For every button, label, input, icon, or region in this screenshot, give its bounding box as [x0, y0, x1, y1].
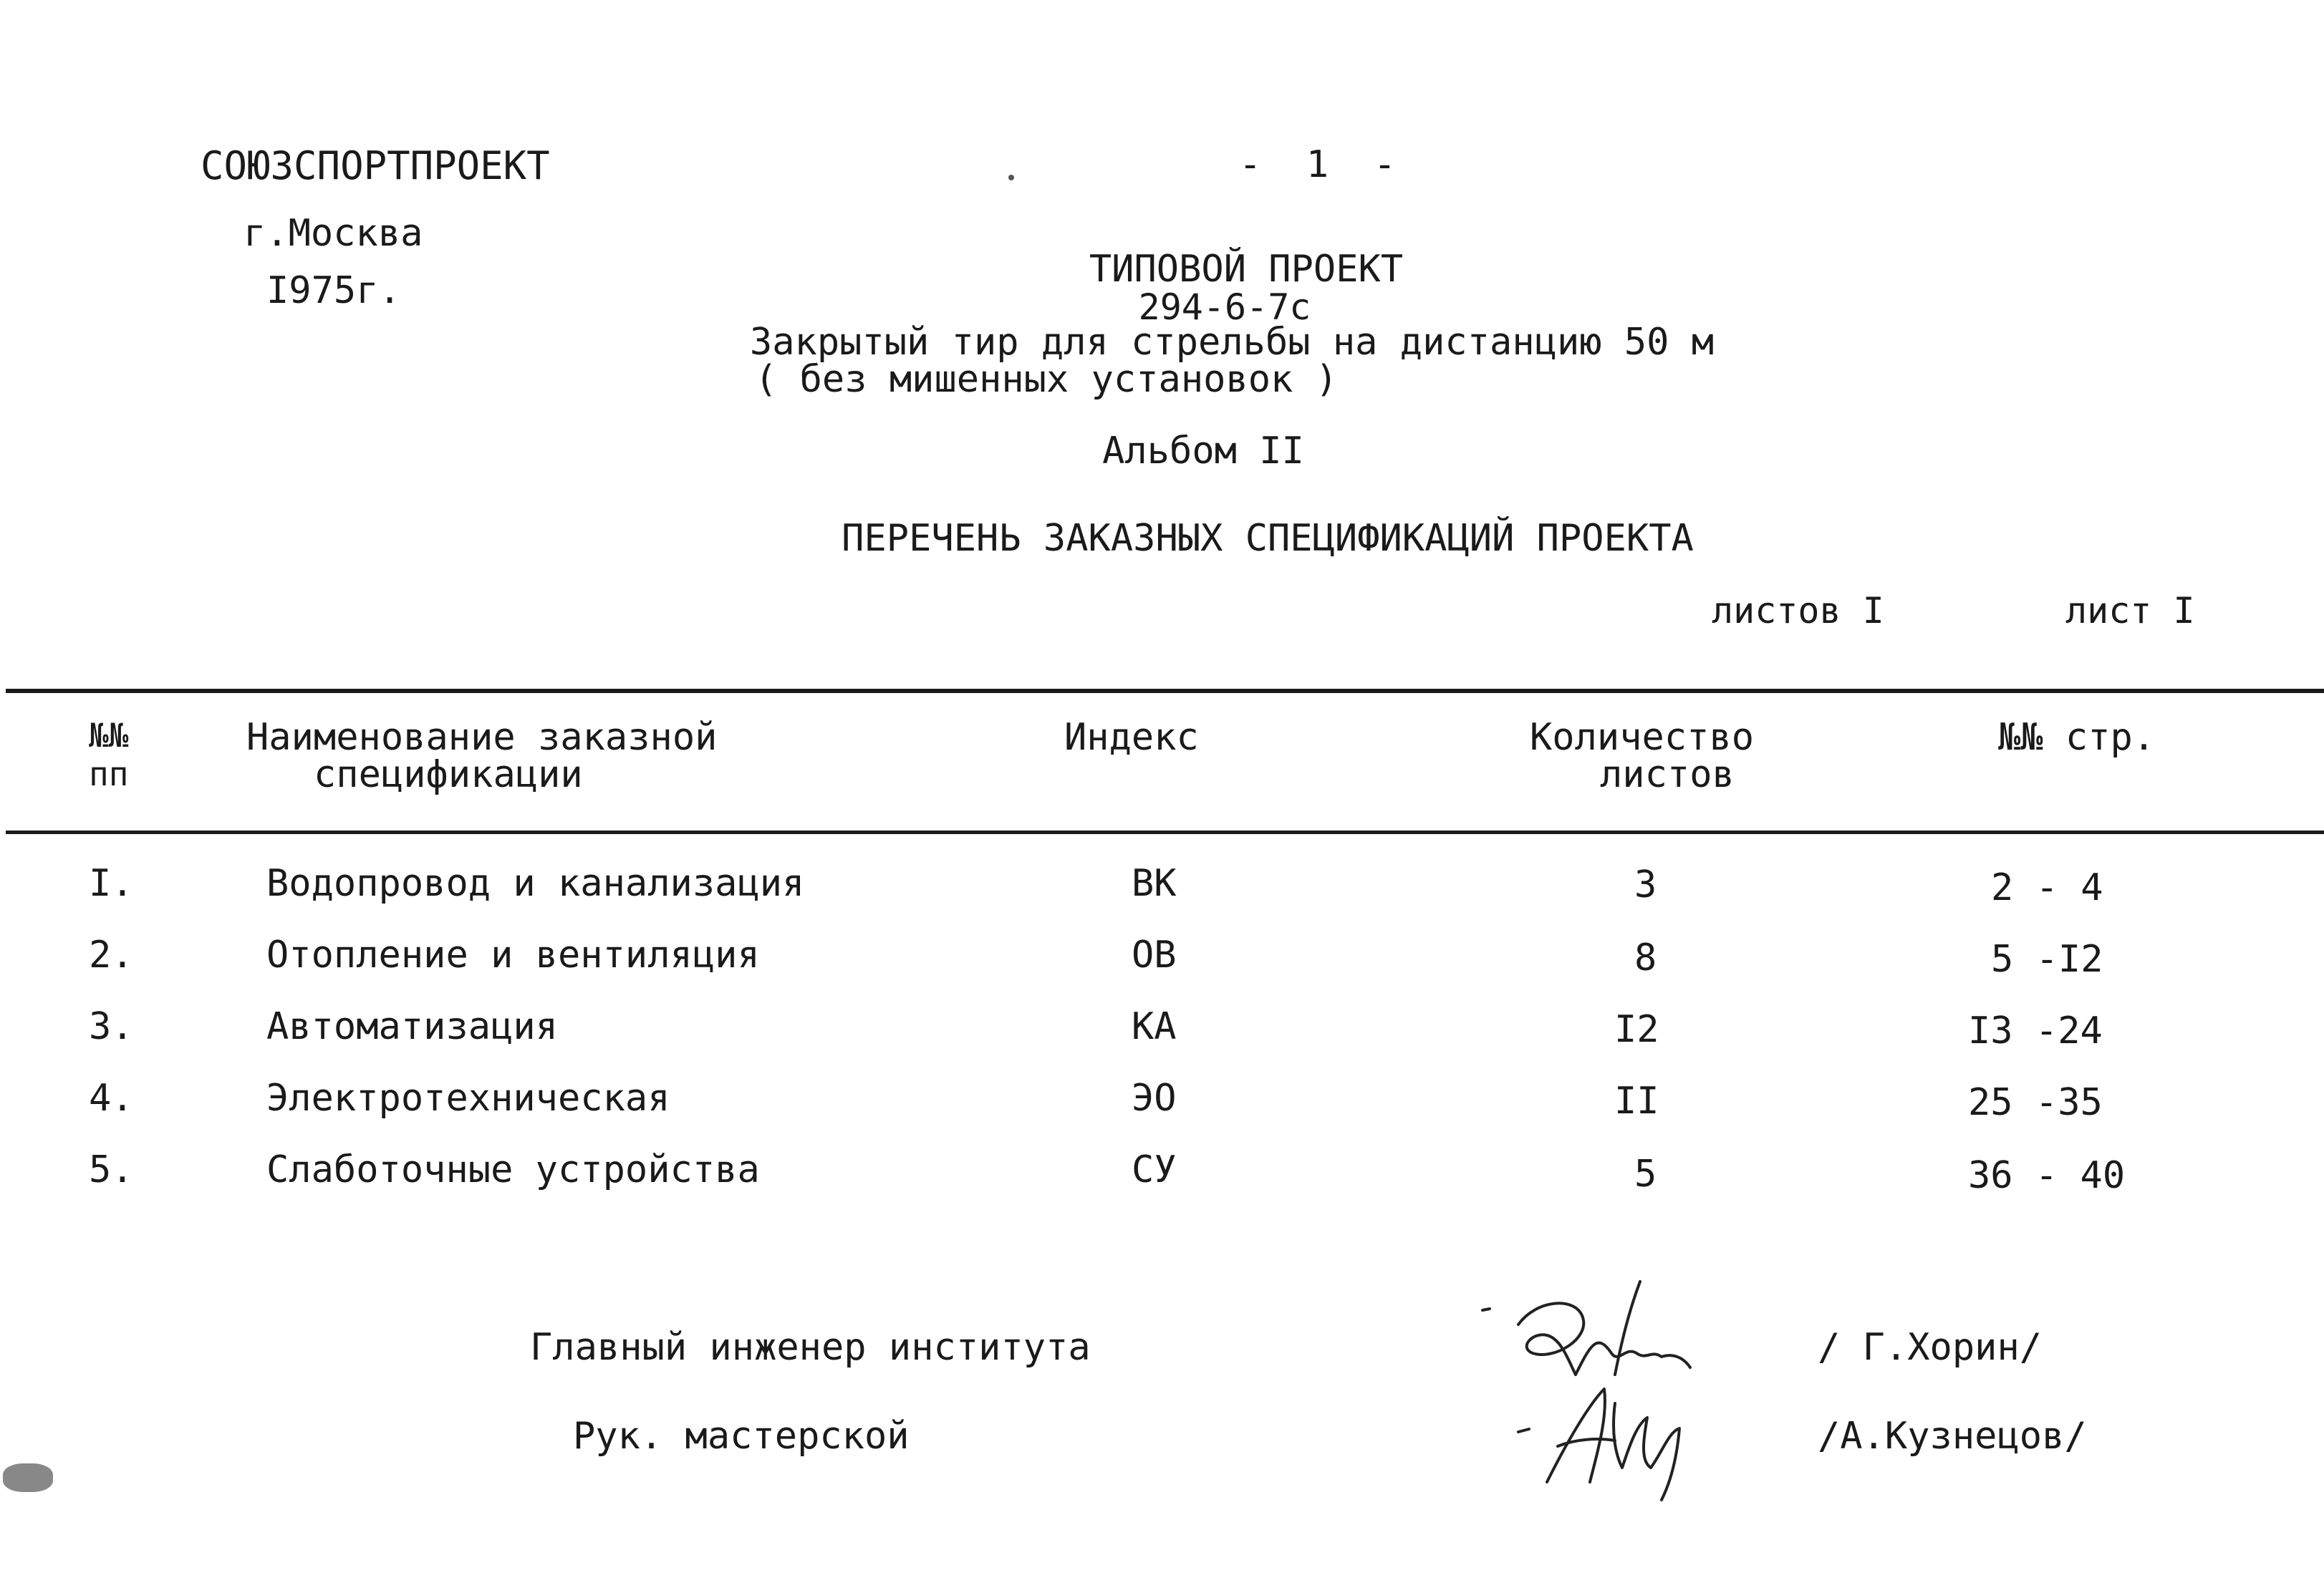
- workshop-head-signature: [1490, 1360, 1719, 1504]
- row-count: II: [1614, 1080, 1659, 1123]
- row-index: СУ: [1132, 1148, 1177, 1191]
- row-index: ОВ: [1132, 934, 1177, 977]
- header-count-line1: Количество: [1530, 716, 1755, 759]
- row-count: 5: [1634, 1153, 1657, 1196]
- sheet-current: лист I: [2065, 590, 2195, 631]
- album-label: Альбом II: [1102, 430, 1304, 473]
- city: г.Москва: [244, 212, 423, 255]
- header-num-line1: №№: [89, 716, 129, 755]
- row-pages: 36 - 40: [1968, 1154, 2126, 1197]
- row-index: ВК: [1132, 862, 1177, 905]
- workshop-head-name: /А.Кузнецов/: [1818, 1415, 2087, 1458]
- row-pages: 25 -35: [1968, 1081, 2103, 1124]
- row-pages: I3 -24: [1968, 1010, 2103, 1052]
- chief-engineer-name: / Г.Хорин/: [1818, 1326, 2043, 1369]
- row-num: 2.: [89, 934, 134, 977]
- scan-speck: [1008, 175, 1014, 180]
- row-num: 3.: [89, 1005, 134, 1048]
- row-num: I.: [89, 862, 134, 905]
- header-pages: №№ стр.: [1998, 716, 2156, 759]
- row-count: I2: [1614, 1008, 1659, 1051]
- row-name: Водопровод и канализация: [266, 862, 805, 905]
- list-title: ПЕРЕЧЕНЬ ЗАКАЗНЫХ СПЕЦИФИКАЦИЙ ПРОЕКТА: [842, 517, 1694, 560]
- row-count: 3: [1634, 863, 1657, 906]
- project-type: ТИПОВОЙ ПРОЕКТ: [1089, 248, 1404, 291]
- row-name: Отопление и вентиляция: [266, 934, 760, 977]
- row-pages: 5 -I2: [1991, 938, 2103, 981]
- page-number: - 1 -: [1239, 143, 1397, 186]
- project-code: 294-6-7с: [1138, 286, 1311, 328]
- sheets-total: листов I: [1712, 590, 1884, 631]
- row-name: Слаботочные устройства: [266, 1148, 760, 1191]
- header-index: Индекс: [1064, 716, 1199, 759]
- row-num: 5.: [89, 1148, 134, 1191]
- row-name: Автоматизация: [266, 1005, 558, 1048]
- table-top-rule: [6, 689, 2324, 693]
- row-name: Электротехническая: [266, 1077, 670, 1120]
- row-num: 4.: [89, 1077, 134, 1120]
- project-description-line1: Закрытый тир для стрельбы на дистанцию 50 м: [749, 321, 1715, 364]
- year: I975г.: [266, 269, 401, 312]
- header-count-line2: листов: [1600, 753, 1735, 796]
- header-name-line2: спецификации: [314, 753, 583, 796]
- header-name-line1: Наименование заказной: [246, 716, 718, 759]
- row-pages: 2 - 4: [1991, 866, 2103, 909]
- project-description-line2: ( без мишенных установок ): [755, 358, 1338, 401]
- chief-engineer-title: Главный инженер института: [530, 1326, 1091, 1369]
- row-count: 8: [1634, 936, 1657, 979]
- row-index: КА: [1132, 1005, 1177, 1048]
- header-num-line2: пп: [89, 755, 129, 793]
- row-index: ЭО: [1132, 1077, 1177, 1120]
- workshop-head-title: Рук. мастерской: [573, 1415, 910, 1458]
- scan-smudge: [3, 1463, 53, 1492]
- table-header-rule: [6, 831, 2324, 834]
- organization-name: СОЮЗСПОРТПРОЕКТ: [201, 143, 550, 188]
